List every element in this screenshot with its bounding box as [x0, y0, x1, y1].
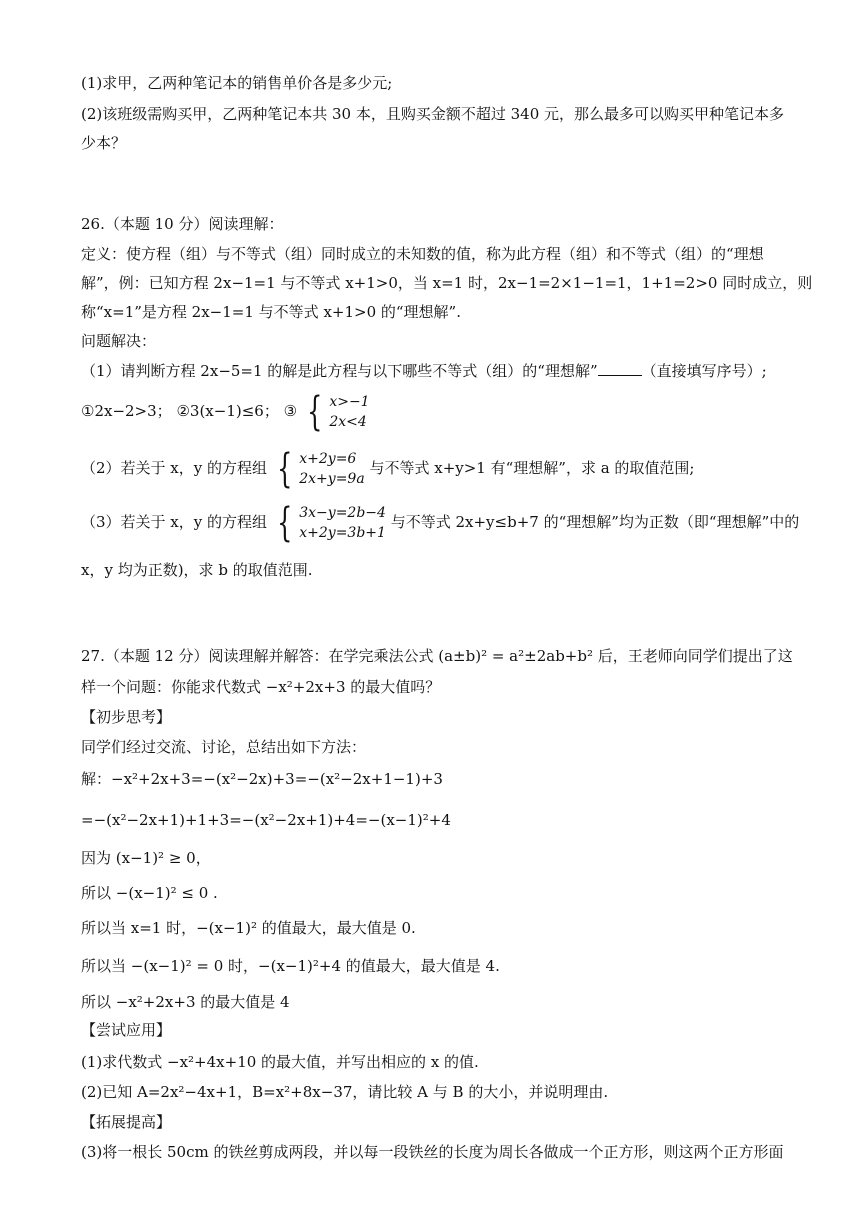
q26-part3-eq1: 3x−y=2b−4 [299, 505, 386, 521]
q26-part1 [81, 361, 767, 381]
q27-step7: 所以 −x²+2x+3 的最大值是 4 [81, 993, 290, 1011]
option-3-row2: 2x<4 [329, 414, 367, 430]
q26-part3-post: 与不等式 2x+y≤b+7 的“理想解”均为正数（即“理想解”中的 [390, 513, 800, 531]
q26-definition-line3: 称“x=1”是方程 2x−1=1 与不等式 x+1>0 的“理想解”. [81, 303, 461, 321]
option-3-row1: x>−1 [329, 394, 370, 410]
brace-icon: { [276, 500, 293, 546]
q27-apply1: (1)求代数式 −x²+4x+10 的最大值，并写出相应的 x 的值. [81, 1053, 479, 1071]
q27-heading-extend: 【拓展提高】 [81, 1113, 172, 1131]
q27-step1: 解：−x²+2x+3=−(x²−2x)+3=−(x²−2x+1−1)+3 [81, 770, 443, 788]
q26-part2-eq1: x+2y=6 [299, 451, 357, 467]
q27-title: 27.（本题 12 分）阅读理解并解答：在学完乘法公式 (a±b)² = a²±2ab+b² 后，王老师向同学们提出了这 [81, 647, 793, 665]
q27-step6: 所以当 −(x−1)² = 0 时，−(x−1)²+4 的值最大，最大值是 4. [81, 957, 500, 975]
q26-definition-line2: 解”，例：已知方程 2x−1=1 与不等式 x+1>0，当 x=1 时，2x−1=2×1−1=1，1+1=2>0 同时成立，则 [81, 274, 813, 292]
q27-step4: 所以 −(x−1)² ≤ 0 . [81, 884, 218, 902]
option-3-system [302, 389, 370, 435]
q25-part1: (1)求甲，乙两种笔记本的销售单价各是多少元; [81, 74, 393, 92]
q26-title: 26.（本题 10 分）阅读理解： [81, 215, 284, 233]
q26-part2-pre: （2）若关于 x，y 的方程组 [81, 459, 268, 477]
q26-part3-system [272, 500, 386, 546]
q25-part2-line2: 少本？ [81, 134, 127, 152]
q26-options [81, 389, 370, 435]
option-3-label: ③ [283, 402, 298, 420]
option-1: ①2x−2>3； [81, 402, 172, 420]
q27-intro: 同学们经过交流、讨论，总结出如下方法： [81, 738, 367, 756]
answer-blank [598, 361, 642, 376]
q26-definition-line1: 定义：使方程（组）与不等式（组）同时成立的未知数的值，称为此方程（组）和不等式（组）的“理想 [81, 245, 764, 263]
q27-apply2: (2)已知 A=2x²−4x+1，B=x²+8x−37，请比较 A 与 B 的大小，并说明理由. [81, 1083, 609, 1101]
q26-part3-end: x，y 均为正数)，求 b 的取值范围. [81, 561, 313, 579]
q26-part3-eq2: x+2y=3b+1 [299, 525, 386, 541]
q27-title-line2: 样一个问题：你能求代数式 −x²+2x+3 的最大值吗？ [81, 678, 441, 696]
q26-part1-tail: （直接填写序号）; [641, 362, 767, 380]
brace-icon: { [276, 446, 293, 492]
q25-part2-line1: (2)该班级需购买甲，乙两种笔记本共 30 本，且购买金额不超过 340 元，那么最多可以购买甲种笔记本多 [81, 105, 785, 123]
option-2: ②3(x−1)≤6； [176, 402, 279, 420]
q26-part3 [81, 500, 800, 546]
q27-heading-initial: 【初步思考】 [81, 708, 172, 726]
q27-step5: 所以当 x=1 时，−(x−1)² 的值最大，最大值是 0. [81, 919, 416, 937]
q27-step3: 因为 (x−1)² ≥ 0， [81, 849, 211, 867]
q26-problem-heading: 问题解决： [81, 332, 157, 350]
q26-part2-system [272, 446, 365, 492]
q27-extend1: (3)将一根长 50cm 的铁丝剪成两段，并以每一段铁丝的长度为周长各做成一个正方形，则这两个正方形面 [81, 1143, 784, 1161]
q26-part3-pre: （3）若关于 x，y 的方程组 [81, 513, 268, 531]
brace-icon: { [306, 389, 323, 435]
q26-part2-eq2: 2x+y=9a [299, 471, 365, 487]
q27-step2: =−(x²−2x+1)+1+3=−(x²−2x+1)+4=−(x−1)²+4 [81, 811, 451, 829]
q26-part2-post: 与不等式 x+y>1 有“理想解”，求 a 的取值范围; [369, 459, 695, 477]
q26-part2 [81, 446, 695, 492]
q26-part1-text: （1）请判断方程 2x−5=1 的解是此方程与以下哪些不等式（组）的“理想解” [81, 362, 598, 380]
q27-heading-apply: 【尝试应用】 [81, 1021, 172, 1039]
